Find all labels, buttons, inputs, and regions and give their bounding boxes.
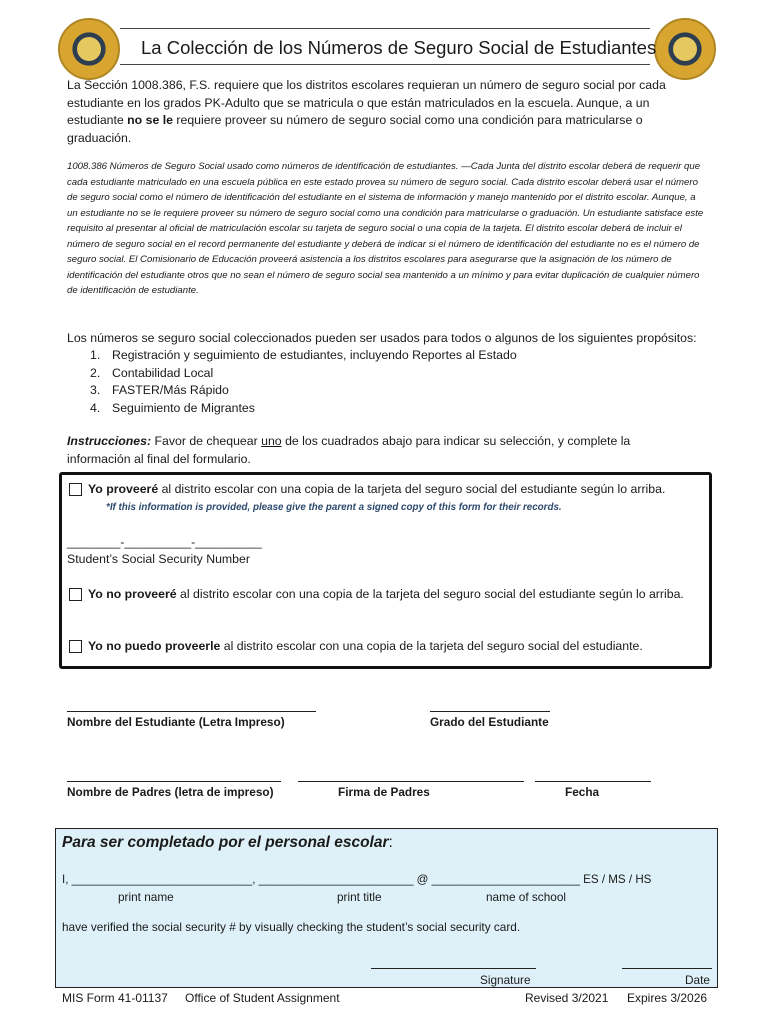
instructions-paragraph: Instrucciones: Favor de chequear uno de los cuadrados abajo para indicar su selección, y complete la información al final del formulario. — [67, 434, 631, 466]
page-title: La Colección de los Números de Seguro Social de Estudiantes — [141, 37, 657, 58]
staff-section — [55, 828, 718, 988]
staff-heading: Para ser completado por el personal escolar: — [62, 834, 393, 851]
intro-text-1: La Sección 1008.386, F.S. requiere que los distritos escolares requieran un número de seguro social por cada estudiante en los grados PK-Adulto que se matricula o que están matriculados en la escuela. Aunque, a un estudiante — [67, 78, 666, 127]
title-rule-bottom — [120, 64, 650, 65]
list-item: 4. Seguimiento de Migrantes — [90, 400, 255, 415]
staff-signature-line[interactable] — [371, 968, 536, 969]
purposes-intro: Los números se seguro social coleccionados pueden ser usados para todos o algunos de los siguientes propósitos: — [67, 331, 697, 345]
parent-signature-line[interactable] — [298, 781, 524, 782]
staff-fill-line[interactable]: I, ____________________________, ________________________ @ _______________________ ES / MS / HS — [62, 873, 652, 886]
intro-paragraph — [67, 77, 707, 147]
purposes-list — [90, 347, 517, 417]
statute-text: 1008.386 Números de Seguro Social usado como números de identificación de estudiantes. —Cada Junta del distrito escolar deberá de requerir que cada estudiante matriculado en una escuela pública en este estado provea su número de seguro social. Cada distrito escolar deberá usar el número de seguro social como el número de identificación del estudiante en el sistema de información y manejo mantenido por el distrito escolar. Aunque, a un estudiante no se le requiere proveer su número de seguro social como una condición para matricularse o graduación. Un estudiante satisface este requisito al presentar al oficial de matriculación escolar su tarjeta de seguro social o una copia de la tarjeta. El distrito escolar deberá de incluir el número de seguro social en el record permanente del estudiante y deberá de indicar si el número de identificación del estudiante no es el número de seguro social. El Comisionario de Educación proveerá asistencia a los distritos escolares para asegurarse que la asignación de los número de identificación del estudiante otros que no sean el número de seguro social sea mantenido a un mínimo y para evitar duplicación de cualquier número de identificación de estudiante. — [67, 161, 704, 296]
footer-office: Office of Student Assignment — [185, 991, 340, 1005]
option-cannot-provide-checkbox[interactable] — [69, 640, 82, 653]
title-rule-top — [120, 28, 650, 29]
list-item: 3. FASTER/Más Rápido — [90, 383, 229, 397]
option-cannot-provide-label: Yo no puedo proveerle al distrito escolar con una copia de la tarjeta del seguro social del estudiante. — [88, 639, 643, 653]
ssn-label: Student’s Social Security Number — [67, 552, 250, 566]
student-grade-label: Grado del Estudiante — [430, 715, 549, 729]
footer-expires: Expires 3/2026 — [627, 991, 708, 1005]
option-provide-label: Yo proveeré al distrito escolar con una copia de la tarjeta del seguro social del estudiante según lo arriba. — [88, 482, 666, 496]
staff-signature-label: Signature — [480, 973, 531, 987]
instructions-label: Instrucciones: — [67, 434, 152, 448]
intro-bold: no se le — [127, 113, 173, 127]
date-line[interactable] — [535, 781, 651, 782]
list-item: 2. Contabilidad Local — [90, 365, 214, 380]
option-provide-checkbox[interactable] — [69, 483, 82, 496]
student-grade-line[interactable] — [430, 711, 550, 712]
print-title-label: print title — [337, 890, 382, 904]
parent-name-label: Nombre de Padres (letra de impreso) — [67, 785, 274, 799]
copy-note: *If this information is provided, please give the parent a signed copy of this form for their records. — [106, 502, 562, 513]
staff-date-label: Date — [685, 973, 710, 987]
parent-signature-label: Firma de Padres — [338, 785, 430, 799]
parent-name-line[interactable] — [67, 781, 281, 782]
ssn-field[interactable]: ________-__________-__________ — [67, 535, 262, 549]
date-label: Fecha — [565, 785, 600, 799]
option-not-provide-checkbox[interactable] — [69, 588, 82, 601]
intro-text-2: requiere proveer su número de seguro social como una condición para matricularse o graduación. — [67, 113, 643, 145]
student-name-label: Nombre del Estudiante (Letra Impreso) — [67, 715, 285, 729]
district-seal-right-icon — [654, 18, 716, 80]
print-name-label: print name — [118, 890, 174, 904]
footer-form-number: MIS Form 41-01137 — [62, 991, 168, 1005]
student-name-line[interactable] — [67, 711, 316, 712]
district-seal-left-icon — [58, 18, 120, 80]
staff-date-line[interactable] — [622, 968, 712, 969]
option-not-provide-label: Yo no proveeré al distrito escolar con una copia de la tarjeta del seguro social del estudiante según lo arriba. — [88, 587, 684, 601]
school-name-label: name of school — [486, 890, 567, 904]
footer-revised: Revised 3/2021 — [525, 991, 609, 1005]
list-item: 1. Registración y seguimiento de estudiantes, incluyendo Reportes al Estado — [90, 348, 517, 362]
verified-text: have verified the social security # by visually checking the student’s social security card. — [62, 920, 521, 934]
